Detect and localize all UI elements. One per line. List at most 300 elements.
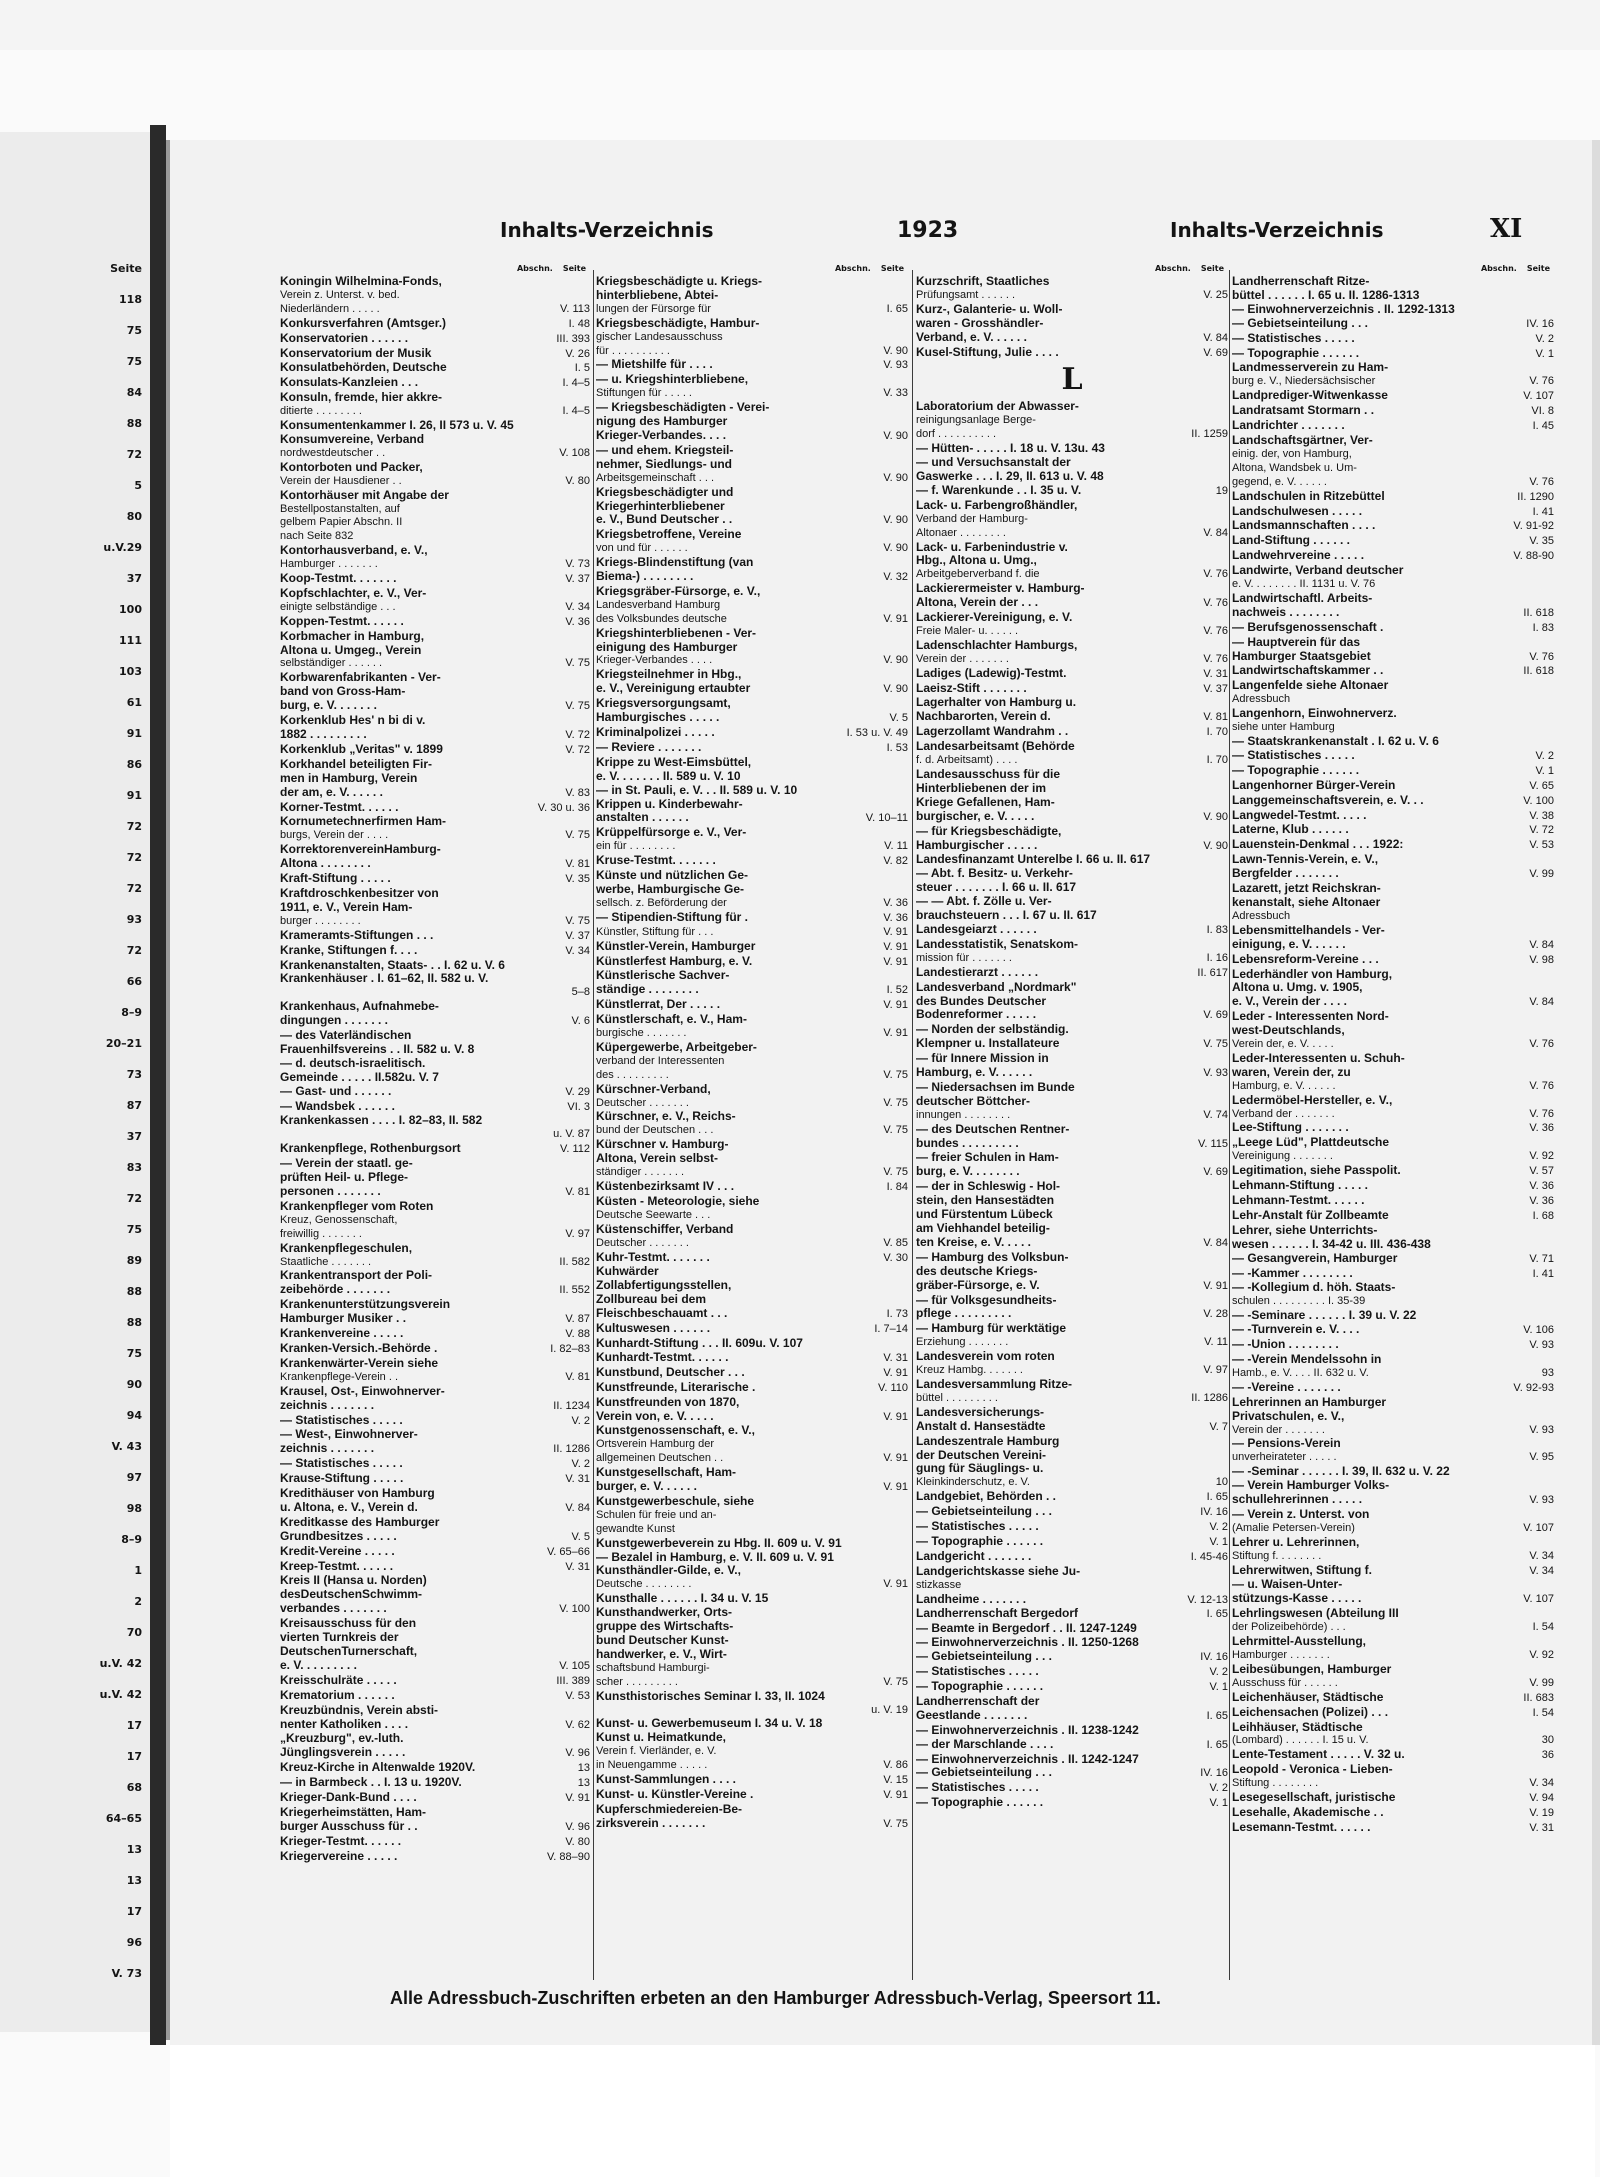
index-entry [280, 1185, 590, 1200]
entry-reference: V. 72 [565, 743, 590, 756]
index-entry [596, 1410, 908, 1425]
index-entry [280, 530, 590, 544]
index-entry [1232, 707, 1554, 721]
index-entry [596, 1690, 908, 1704]
index-entry [916, 1579, 1228, 1593]
index-entry [916, 1180, 1228, 1194]
index-entry [1232, 404, 1554, 419]
index-entry [916, 810, 1228, 825]
entry-text: wesen . . . . . . I. 34-42 u. III. 436-438 [1232, 1237, 1431, 1251]
entry-reference: I. 4–5 [562, 377, 590, 390]
index-entry [1232, 448, 1554, 462]
previous-page-reference: 72 [126, 851, 142, 864]
entry-text: — in Barmbeck . . I. 13 u. 1920V. [280, 1776, 462, 1790]
entry-text: — des Deutschen Rentner- [916, 1122, 1070, 1136]
index-entry [1232, 1806, 1554, 1821]
entry-reference: V. 90 [1203, 839, 1228, 852]
entry-reference: 30 [1541, 1734, 1554, 1747]
index-entry [1232, 1209, 1554, 1224]
entry-text: Vereinigung . . . . . . . [1232, 1150, 1333, 1163]
index-entry [596, 897, 908, 911]
entry-text: Langgemeinschaftsverein, e. V. . . [1232, 793, 1424, 807]
entry-text: KorrektorenvereinHamburg- [280, 843, 441, 857]
index-entry [916, 825, 1228, 839]
entry-reference: I. 65 [1206, 1738, 1228, 1751]
entry-text: Hamburger . . . . . . . [280, 558, 378, 571]
entry-reference: V. 31 [565, 1473, 590, 1486]
index-entry [596, 303, 908, 317]
entry-text: Lack- u. Farbenindustrie v. [916, 540, 1068, 554]
entry-reference: V. 92 [1529, 1649, 1554, 1661]
index-entry [280, 405, 590, 419]
entry-reference: V. 100 [1523, 794, 1554, 807]
entry-text: — Statistisches . . . . . [916, 1520, 1039, 1534]
entry-text: Kriege Gefallenen, Ham- [916, 795, 1055, 809]
column-header [916, 264, 1228, 273]
entry-reference: V. 93 [1203, 1067, 1228, 1080]
index-entry [596, 1293, 908, 1307]
index-entry [916, 1294, 1228, 1308]
index-entry [596, 756, 908, 770]
entry-text: Lazarett, jetzt Reichskran- [1232, 882, 1381, 896]
index-entry [1232, 1777, 1554, 1791]
entry-text: lungen der Fürsorge für [596, 302, 711, 315]
index-entry [280, 1298, 590, 1312]
index-entry [596, 1366, 908, 1381]
entry-text: Küpergewerbe, Arbeitgeber- [596, 1040, 757, 1054]
entry-text: e. V. . . . . . . II. 589 u. V. 10 [596, 769, 741, 783]
index-entry [596, 528, 908, 542]
index-entry [596, 458, 908, 472]
index-entry [916, 1535, 1228, 1550]
entry-text: burger . . . . . . . . [280, 914, 361, 927]
index-entry [1232, 1451, 1554, 1465]
index-entry [280, 1157, 590, 1171]
entry-text: Leder-Interessenten u. Schuh- [1232, 1051, 1405, 1065]
index-entry [596, 1138, 908, 1152]
entry-reference: V. 83 [565, 786, 590, 799]
previous-page-reference: V. 73 [111, 1967, 142, 1980]
entry-text: Verein f. Vierländer, e. V. [596, 1745, 717, 1758]
index-entry [280, 1850, 590, 1865]
entry-text: Kriegsbeschädigte, Hambur- [596, 316, 760, 330]
entry-text: Kupferschmiedereien-Be- [596, 1802, 743, 1816]
entry-reference: V. 76 [1203, 652, 1228, 665]
entry-text: e. V. . . . . . . . II. 1131 u. V. 76 [1232, 578, 1376, 591]
index-entry [1232, 1592, 1554, 1607]
entry-text: — für Volksgesundheits- [916, 1293, 1057, 1307]
entry-reference: V. 91 [1203, 1279, 1228, 1292]
entry-text: Kriegsversorgungsamt, [596, 697, 731, 711]
entry-text: Kurzschrift, Staatliches [916, 275, 1050, 288]
index-entry [916, 1781, 1228, 1796]
index-entry [280, 1791, 590, 1806]
index-entry [916, 754, 1228, 768]
index-entry [916, 1008, 1228, 1023]
entry-text: Landmesserverein zu Ham- [1232, 361, 1389, 375]
entry-text: Hamburger Musiker . . [280, 1312, 407, 1326]
entry-text: Landesarbeitsamt (Behörde [916, 740, 1075, 754]
index-entry [280, 1256, 590, 1270]
entry-text: Kunstgewerbeschule, siehe [596, 1494, 755, 1508]
index-entry [596, 500, 908, 514]
index-entry [1232, 1267, 1554, 1282]
entry-text: Deutscher . . . . . . . [596, 1096, 689, 1109]
entry-text: — -Kollegium d. höh. Staats- [1232, 1281, 1396, 1295]
entry-reference: V. 91 [883, 1578, 908, 1591]
entry-reference: 19 [1215, 484, 1228, 497]
entry-text: — Einwohnerverzeichnis . II. 1292-1313 [1232, 302, 1455, 316]
entry-text: Biema-) . . . . . . . . [596, 570, 694, 584]
scan-top-margin [0, 0, 1600, 50]
entry-text: Konsumentenkammer I. 26, II 573 u. V. 45 [280, 419, 514, 433]
index-entry [916, 400, 1228, 414]
index-entry [916, 1449, 1228, 1463]
entry-text: Krüppelfürsorge e. V., Ver- [596, 826, 747, 840]
entry-text: (Lombard) . . . . . . I. 15 u. V. [1232, 1734, 1369, 1747]
entry-text: nach Seite 832 [280, 530, 354, 543]
index-entry [916, 895, 1228, 909]
index-entry [596, 613, 908, 627]
entry-text: Lebensreform-Vereine . . . [1232, 952, 1379, 966]
index-entry [596, 513, 908, 528]
entry-reference: V. 91 [883, 940, 908, 953]
entry-text: Kunst u. Heimatkunde, [596, 1731, 727, 1745]
entry-text: nehmer, Siedlungs- und [596, 457, 733, 471]
index-entry [280, 1342, 590, 1357]
index-entry [916, 1593, 1228, 1608]
index-entry [280, 587, 590, 601]
entry-reference: V. 37 [1203, 682, 1228, 695]
entry-text: Landesgeiarzt . . . . . . [916, 922, 1037, 936]
entry-text: Adressbuch [1232, 909, 1291, 922]
entry-text: büttel . . . . . . I. 65 u. II. 1286-1313 [1232, 288, 1420, 302]
entry-text: Landesverein vom roten [916, 1350, 1055, 1364]
index-entry [280, 317, 590, 332]
entry-text: Landwirtschaftl. Arbeits- [1232, 591, 1373, 605]
index-entry [916, 952, 1228, 966]
index-entry [1232, 1252, 1554, 1267]
entry-text: Langenhorner Bürger-Verein [1232, 778, 1396, 792]
index-entry [280, 1312, 590, 1327]
column-divider [912, 270, 913, 1980]
entry-reference: I. 65 [886, 302, 908, 315]
index-entry [1232, 1410, 1554, 1424]
entry-reference: V. 91 [883, 925, 908, 938]
entry-text: Hamburgischer . . . . . [916, 838, 1038, 852]
entry-text: Ladenschlachter Hamburgs, [916, 638, 1078, 652]
index-entry [916, 1462, 1228, 1476]
index-entry [596, 1788, 908, 1803]
index-entry [596, 1606, 908, 1620]
entry-text: Krieger-Testmt. . . . . . [280, 1834, 402, 1848]
entry-text: ten Kreise, e. V. . . . . [916, 1235, 1031, 1249]
index-entry [1232, 1080, 1554, 1094]
entry-reference: V. 75 [883, 1096, 908, 1109]
index-entry [280, 1100, 590, 1115]
index-entry [280, 1806, 590, 1820]
entry-text: Lederhändler von Hamburg, [1232, 967, 1393, 981]
index-entry [596, 940, 908, 955]
index-entry [596, 911, 908, 926]
entry-reference: V. 87 [565, 1313, 590, 1326]
index-entry [280, 391, 590, 405]
entry-text: — Topographie . . . . . . [916, 1680, 1044, 1693]
index-entry [1232, 519, 1554, 534]
index-entry [916, 428, 1228, 442]
index-entry [916, 1052, 1228, 1066]
entry-text: — Gebietseinteilung . . . [916, 1650, 1053, 1664]
entry-reference: V. 92-93 [1513, 1381, 1554, 1394]
entry-text: — Reviere . . . . . . . [596, 740, 702, 754]
previous-page-reference: 73 [126, 1068, 142, 1081]
index-entry [280, 671, 590, 685]
index-entry [1232, 490, 1554, 505]
index-entry [1232, 332, 1554, 347]
index-entry [596, 741, 908, 756]
index-entry [596, 1592, 908, 1606]
entry-text: Kusel-Stiftung, Julie . . . . [916, 345, 1059, 359]
previous-page-reference: 80 [126, 510, 142, 523]
entry-reference: V. 75 [565, 657, 590, 670]
entry-text: Erziehung . . . . . . . [916, 1336, 1009, 1349]
index-entry [280, 1472, 590, 1487]
index-entry [596, 654, 908, 668]
entry-text: ständige . . . . . . . . [596, 983, 699, 997]
entry-reference: V. 5 [571, 1530, 590, 1543]
index-entry [596, 983, 908, 998]
index-entry [1232, 650, 1554, 665]
entry-reference: V. 85 [883, 1236, 908, 1249]
index-entry [1232, 693, 1554, 707]
entry-reference: I. 41 [1532, 1267, 1554, 1280]
index-entry [1232, 1224, 1554, 1238]
index-entry [916, 289, 1228, 303]
entry-text: Korbmacher in Hamburg, [280, 629, 425, 643]
entry-text: nigung des Hamburger [596, 415, 728, 429]
index-entry [596, 542, 908, 556]
index-entry [1232, 1522, 1554, 1536]
index-entry [596, 1620, 908, 1634]
entry-reference: V. 75 [883, 1675, 908, 1688]
entry-text: Lawn-Tennis-Verein, e. V., [1232, 853, 1379, 867]
index-entry [596, 1773, 908, 1788]
index-entry [1232, 317, 1554, 332]
entry-text: stizkasse [916, 1578, 962, 1591]
entry-text: Gaswerke . . . I. 29, II. 613 u. V. 48 [916, 469, 1104, 483]
index-entry [596, 1351, 908, 1366]
entry-reference: IV. 16 [1526, 317, 1554, 330]
entry-text: Lehrmittel-Ausstellung, [1232, 1635, 1367, 1649]
entry-reference: V. 53 [1529, 839, 1554, 852]
entry-reference: V. 84 [1529, 938, 1554, 951]
entry-reference: 10 [1215, 1476, 1228, 1489]
previous-page-reference: Seite [110, 262, 142, 275]
index-entry [596, 1013, 908, 1027]
index-entry [596, 969, 908, 983]
index-entry [1232, 1677, 1554, 1691]
entry-text: — Einwohnerverzeichnis . II. 1238-1242 [916, 1723, 1139, 1737]
index-entry [1232, 592, 1554, 606]
index-entry [1232, 981, 1554, 995]
entry-text: Hamburger . . . . . . . [1232, 1649, 1330, 1661]
entry-text: Kraft-Stiftung . . . . . [280, 872, 391, 886]
previous-page-reference: u.V. 42 [99, 1657, 142, 1670]
entry-text: Krieger-Verbandes. . . . [596, 428, 727, 442]
index-entry [1232, 1038, 1554, 1052]
index-entry [596, 1662, 908, 1676]
index-entry [280, 516, 590, 530]
entry-text: gung für Säuglings- u. [916, 1462, 1044, 1476]
index-entry [280, 1659, 590, 1674]
entry-reference: u. V. 19 [871, 1703, 908, 1716]
index-entry [1232, 1424, 1554, 1438]
index-entry [280, 986, 590, 1000]
entry-reference: VI. 3 [567, 1100, 590, 1113]
index-entry [280, 347, 590, 362]
index-entry [596, 798, 908, 812]
index-entry [1232, 1607, 1554, 1621]
index-entry [280, 1516, 590, 1530]
index-entry [280, 815, 590, 829]
entry-reference: I. 65 [1206, 1608, 1228, 1621]
previous-page-reference: 72 [126, 1192, 142, 1205]
entry-text: Verein der, e. V. . . . . [1232, 1038, 1334, 1051]
index-entry [596, 1337, 908, 1351]
entry-text: Nachbarorten, Verein d. [916, 710, 1051, 724]
entry-text: Lebensmittelhandels - Ver- [1232, 923, 1385, 937]
entry-reference: V. 53 [565, 1689, 590, 1702]
entry-text: Kreuz Hambg. . . . . . . [916, 1364, 1023, 1377]
entry-reference: I. 41 [1532, 505, 1554, 518]
entry-text: siehe unter Hamburg [1232, 721, 1335, 734]
entry-reference: V. 97 [1203, 1364, 1228, 1377]
entry-text: west-Deutschlands, [1232, 1024, 1345, 1038]
entry-text: — Hauptverein für das [1232, 635, 1361, 649]
index-entry [280, 275, 590, 289]
entry-text: f. d. Arbeitsamt) . . . . [916, 754, 1018, 767]
entry-text: Deutscher . . . . . . . [596, 1236, 689, 1249]
entry-text: Privatschulen, e. V., [1232, 1409, 1345, 1423]
entry-text: Verband der . . . . . . . [1232, 1107, 1335, 1120]
index-entry [916, 1695, 1228, 1709]
index-entry [916, 667, 1228, 682]
entry-text: einigung, e. V. . . . . . [1232, 937, 1346, 951]
entry-text: — Statistisches . . . . . [916, 1665, 1039, 1679]
entry-text: Leichensachen (Polizei) . . . [1232, 1705, 1389, 1719]
entry-text: (Amalie Petersen-Verein) [1232, 1521, 1355, 1534]
entry-reference: V. 90 [883, 542, 908, 555]
entry-reference: V. 26 [565, 347, 590, 360]
index-entry [916, 1279, 1228, 1294]
entry-text: — West-, Einwohnerver- [280, 1428, 418, 1442]
entry-text: Künstler-Verein, Hamburger [596, 939, 756, 953]
entry-text: Krankentransport der Poli- [280, 1269, 433, 1283]
entry-reference: V. 91 [883, 1027, 908, 1040]
index-column-3 [916, 264, 1228, 1984]
entry-reference: V. 2 [1535, 332, 1554, 345]
index-entry [596, 1509, 908, 1523]
index-entry [596, 627, 908, 641]
index-entry [280, 1327, 590, 1342]
index-entry [280, 959, 590, 973]
index-entry [1232, 721, 1554, 735]
entry-reference: I. 84 [886, 1181, 908, 1193]
entry-text: brauchsteuern . . . I. 67 u. II. 617 [916, 909, 1097, 923]
entry-text: prüften Heil- u. Pflege- [280, 1171, 409, 1185]
entry-reference: V. 12-13 [1187, 1593, 1228, 1606]
entry-text: — f. Warenkunde . . I. 35 u. V. [916, 483, 1082, 497]
entry-reference: V. 91-92 [1513, 520, 1554, 533]
index-entry [280, 376, 590, 391]
index-entry [280, 1501, 590, 1516]
entry-text: — und ehem. Kriegsteil- [596, 443, 734, 457]
index-entry [1232, 1663, 1554, 1677]
entry-reference: V. 93 [1529, 1494, 1554, 1507]
previous-page-reference: 17 [126, 1750, 142, 1763]
entry-reference: V. 75 [1203, 1038, 1228, 1051]
index-entry [1232, 636, 1554, 650]
entry-text: ständiger . . . . . . . [596, 1166, 685, 1179]
entry-text: Verein der . . . . . . . [1232, 1423, 1325, 1436]
index-entry [1232, 347, 1554, 362]
index-entry [596, 1523, 908, 1537]
index-entry [280, 829, 590, 843]
entry-reference: V. 75 [565, 914, 590, 927]
entry-reference: IV. 16 [1200, 1651, 1228, 1664]
entry-reference: V. 80 [565, 1835, 590, 1848]
entry-text: burgs, Verein der . . . . [280, 829, 389, 842]
entry-reference: V. 72 [1529, 824, 1554, 837]
entry-reference: V. 32 [883, 571, 908, 584]
entry-reference: V. 69 [1203, 1009, 1228, 1022]
entry-reference: V. 2 [1209, 1782, 1228, 1795]
entry-text: Lack- u. Farbengroßhändler, [916, 498, 1078, 512]
entry-text: des Bundes Deutscher [916, 994, 1047, 1008]
entry-reference: V. 37 [565, 929, 590, 942]
entry-text: Landrichter . . . . . . . [1232, 419, 1345, 433]
index-entry [916, 1194, 1228, 1208]
entry-text: Kriegsgräber-Fürsorge, e. V., [596, 584, 761, 598]
index-entry [916, 554, 1228, 568]
index-entry [916, 317, 1228, 331]
entry-text: Lente-Testament . . . . . V. 32 u. [1232, 1748, 1405, 1762]
entry-text: Krankenkassen . . . . I. 82–83, II. 582 [280, 1114, 483, 1128]
entry-text: — der in Schleswig - Hol- [916, 1180, 1061, 1194]
entry-text: Lagerhalter von Hamburg u. [916, 696, 1077, 710]
entry-text: Landesversicherungs- [916, 1405, 1045, 1419]
entry-text: bund Deutscher Kunst- [596, 1634, 729, 1647]
entry-text: Krieger-Verbandes . . . . [596, 654, 713, 667]
entry-reference: V. 90 [883, 471, 908, 484]
previous-page-reference: 98 [126, 1502, 142, 1515]
entry-text: Kürschner v. Hamburg- [596, 1138, 729, 1152]
entry-text: Hinterbliebenen der im [916, 781, 1047, 795]
index-entry [280, 758, 590, 772]
entry-text: desDeutschenSchwimm- [280, 1588, 423, 1602]
index-entry [596, 358, 908, 373]
index-entry [596, 1110, 908, 1124]
index-entry [596, 811, 908, 826]
previous-page-reference: 72 [126, 820, 142, 833]
entry-text: zeichnis . . . . . . . [280, 1398, 375, 1412]
index-entry [596, 1648, 908, 1662]
entry-text: „Leege Lüd", Plattdeutsche [1232, 1136, 1390, 1150]
entry-reference: V. 1 [1209, 1681, 1228, 1693]
column-header [280, 264, 590, 273]
entry-text: Verein der Hausdiener . . [280, 474, 402, 487]
entry-text: — Norden der selbständig. [916, 1023, 1069, 1037]
